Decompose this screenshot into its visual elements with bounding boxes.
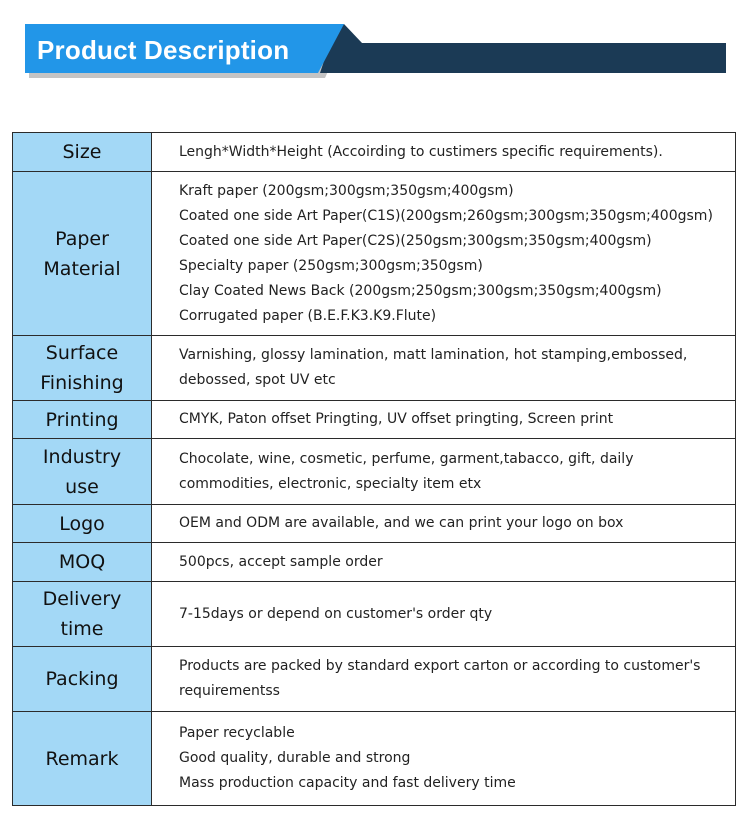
row-value-printing	[152, 401, 736, 439]
row-label-text: Finishing	[40, 372, 124, 394]
row-value-surface-finishing	[152, 336, 736, 401]
row-label-printing	[13, 401, 152, 439]
row-label-size	[13, 133, 152, 172]
row-value-line: Coated one side Art Paper(C2S)(250gsm;300gsm;350gsm;400gsm)	[179, 232, 652, 249]
row-value-line: Clay Coated News Back (200gsm;250gsm;300gsm;350gsm;400gsm)	[179, 282, 662, 299]
row-value-line: commodities, electronic, specialty item etx	[179, 475, 482, 492]
row-value-remark	[152, 712, 736, 806]
row-label-text: Paper	[55, 227, 109, 250]
table-row-size	[13, 133, 736, 172]
table-row-logo	[13, 505, 736, 543]
row-value-line: Chocolate, wine, cosmetic, perfume, garment,tabacco, gift, daily	[179, 450, 634, 467]
table-row-packing	[13, 647, 736, 712]
row-value-line: Products are packed by standard export carton or according to customer's	[179, 658, 701, 674]
row-label-text: time	[60, 618, 104, 640]
row-value-line: debossed, spot UV etc	[179, 372, 336, 388]
row-value-line: Corrugated paper (B.E.F.K3.K9.Flute)	[179, 307, 437, 324]
row-value-logo	[152, 505, 736, 543]
row-value-line: CMYK, Paton offset Pringting, UV offset pringting, Screen print	[179, 411, 614, 427]
row-value-line: 500pcs, accept sample order	[179, 553, 383, 570]
row-label-text: Industry	[42, 445, 122, 468]
row-value-line: Specialty paper (250gsm;300gsm;350gsm)	[179, 257, 483, 274]
row-value-line: 7-15days or depend on customer's order qty	[179, 605, 493, 622]
row-label-text: MOQ	[58, 551, 106, 573]
row-label-logo	[13, 505, 152, 543]
row-label-delivery-time	[13, 582, 152, 647]
row-label-text: Remark	[45, 747, 119, 770]
product-spec-table	[12, 132, 736, 806]
row-label-surface-finishing	[13, 336, 152, 401]
table-row-industry-use	[13, 439, 736, 505]
row-value-packing	[152, 647, 736, 712]
row-value-line: Kraft paper (200gsm;300gsm;350gsm;400gsm)	[179, 182, 514, 199]
page-title: Product Description	[37, 35, 290, 65]
section-header-banner	[0, 0, 750, 100]
row-value-line: Good quality, durable and strong	[179, 750, 411, 766]
row-label-text: Surface	[45, 342, 119, 364]
table-row-moq	[13, 543, 736, 582]
row-value-line: Mass production capacity and fast delivery time	[179, 775, 516, 791]
row-value-delivery-time	[152, 582, 736, 647]
row-label-text: Packing	[45, 668, 119, 690]
row-label-remark	[13, 712, 152, 806]
banner-dark-bar	[320, 43, 726, 73]
row-value-industry-use	[152, 439, 736, 505]
row-value-line: Lengh*Width*Height (Accoirding to custimers specific requirements).	[179, 143, 663, 160]
row-label-text: Size	[62, 141, 102, 163]
row-label-paper-material	[13, 172, 152, 336]
row-value-line: Paper recyclable	[179, 725, 295, 741]
table-row-printing	[13, 401, 736, 439]
row-label-text: Material	[43, 257, 121, 280]
row-label-text: Logo	[59, 512, 105, 535]
table-row-paper-material	[13, 172, 736, 336]
row-value-line: OEM and ODM are available, and we can print your logo on box	[179, 515, 624, 531]
row-value-size	[152, 133, 736, 172]
row-label-text: Printing	[45, 408, 119, 431]
row-value-paper-material	[152, 172, 736, 336]
row-value-moq	[152, 543, 736, 582]
table-row-surface-finishing	[13, 336, 736, 401]
row-label-packing	[13, 647, 152, 712]
row-value-line: Coated one side Art Paper(C1S)(200gsm;260gsm;300gsm;350gsm;400gsm)	[179, 207, 713, 224]
row-label-industry-use	[13, 439, 152, 505]
row-label-text: use	[65, 475, 99, 498]
table-row-delivery-time	[13, 582, 736, 647]
row-label-moq	[13, 543, 152, 582]
row-label-text: Delivery	[42, 588, 122, 610]
row-value-line: Varnishing, glossy lamination, matt lamination, hot stamping,embossed,	[179, 347, 688, 363]
table-row-remark	[13, 712, 736, 806]
row-value-line: requirementss	[179, 683, 280, 699]
